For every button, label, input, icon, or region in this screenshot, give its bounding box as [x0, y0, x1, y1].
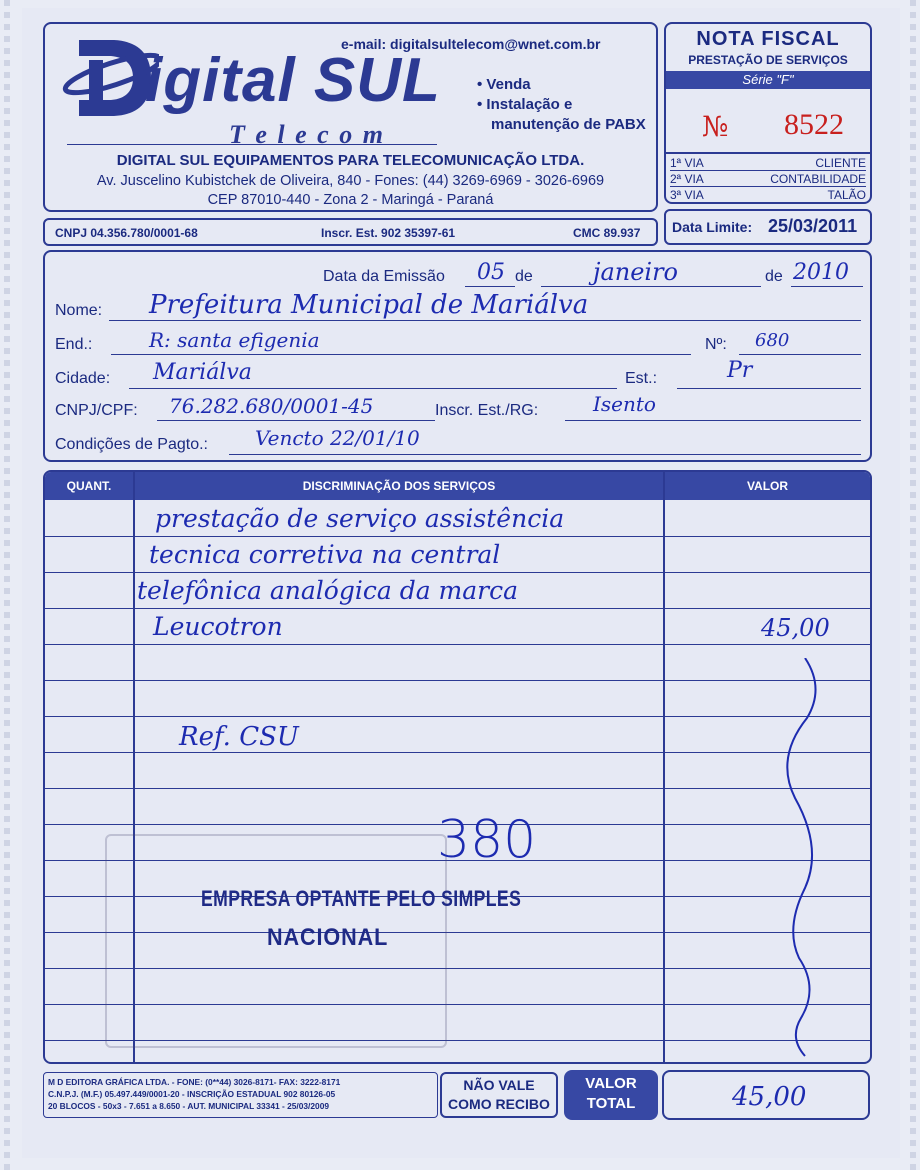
printer-line-3: 20 BLOCOS - 50x3 - 7.651 a 8.650 - AUT. MUNICIPAL 33341 - 25/03/2009 — [48, 1101, 330, 1111]
data-limite-box — [664, 209, 872, 245]
inscr-value: Isento — [593, 392, 656, 416]
stamp-simples-2: NACIONAL — [267, 924, 389, 951]
col-quant: QUANT. — [66, 479, 112, 493]
table-row — [45, 536, 870, 537]
cidade-label: Cidade: — [55, 370, 111, 387]
desc-line-2: tecnica corretiva na central — [149, 540, 501, 569]
valor-total-label-2: TOTAL — [586, 1095, 636, 1112]
table-row — [45, 680, 870, 681]
company-address: Av. Juscelino Kubistchek de Oliveira, 840 - Fones: (44) 3269-6969 - 3026-6969 — [96, 173, 605, 189]
data-emissao-label: Data da Emissão — [323, 268, 445, 285]
cnpj-value: 76.282.680/0001-45 — [169, 394, 374, 418]
squiggle-line — [765, 658, 845, 1058]
nota-serie: Série "F" — [666, 71, 870, 89]
est-label: Est.: — [625, 370, 658, 387]
nota-title: NOTA FISCAL — [696, 28, 840, 50]
nao-vale-recibo — [440, 1072, 558, 1118]
data-dia: 05 — [477, 260, 505, 285]
company-cmc: CMC 89.937 — [573, 226, 641, 240]
valor-total-box — [662, 1070, 870, 1120]
stamp-simples-1: EMPRESA OPTANTE PELO SIMPLES — [201, 886, 522, 911]
via-3: 3ª VIA TALÃO — [670, 188, 866, 202]
service-venda: • Venda — [477, 76, 531, 93]
data-mes: janeiro — [593, 258, 679, 286]
printer-line-2: C.N.P.J. (M.F.) 05.497.449/0001-20 - INSCRIÇÃO ESTADUAL 902 80126-05 — [48, 1089, 336, 1099]
annotation-number: 380 — [437, 810, 537, 870]
cidade-value: Mariálva — [153, 360, 252, 385]
nome-value: Prefeitura Municipal de Mariálva — [149, 290, 589, 320]
valor-total-label-1: VALOR — [585, 1075, 637, 1092]
company-email: e-mail: digitalsultelecom@wnet.com.br — [341, 36, 601, 52]
table-row — [45, 716, 870, 717]
inscr-label: Inscr. Est./RG: — [435, 402, 539, 419]
est-value: Pr — [727, 358, 753, 383]
data-limite-value: 25/03/2011 — [768, 216, 858, 236]
company-inscr: Inscr. Est. 902 35397-61 — [321, 226, 456, 240]
logo-telecom: T e l e c o m — [229, 120, 385, 149]
company-cnpj: CNPJ 04.356.780/0001-68 — [55, 226, 198, 240]
table-row — [45, 644, 870, 645]
valor-total-value: 45,00 — [732, 1082, 807, 1112]
service-instalacao: • Instalação e — [477, 96, 573, 113]
printer-info — [43, 1072, 438, 1118]
de-label-1: de — [515, 268, 533, 285]
nota-fiscal-box — [664, 22, 872, 204]
printer-line-1: M D EDITORA GRÁFICA LTDA. - FONE: (0**44) 3026-8171- FAX: 3222-8171 — [48, 1077, 341, 1087]
desc-line-1: prestação de serviço assistência — [155, 504, 565, 533]
company-name: DIGITAL SUL EQUIPAMENTOS PARA TELECOMUNICAÇÃO LTDA. — [116, 152, 585, 169]
nao-vale-line-2: COMO RECIBO — [448, 1096, 550, 1112]
ref-note: Ref. CSU — [179, 722, 299, 752]
table-row — [45, 788, 870, 789]
nome-label: Nome: — [55, 302, 103, 319]
cond-label: Condições de Pagto.: — [55, 436, 208, 453]
nota-number: 8522 — [784, 108, 844, 141]
end-value: R: santa efigenia — [149, 328, 320, 352]
desc-line-3: telefônica analógica da marca — [137, 576, 519, 605]
nota-subtitle: PRESTAÇÃO DE SERVIÇOS — [688, 53, 848, 67]
via-2: 2ª VIA CONTABILIDADE — [670, 172, 866, 186]
service-pabx: manutenção de PABX — [491, 116, 646, 133]
logo-wordmark: igital SUL — [145, 46, 441, 115]
data-ano: 2010 — [793, 260, 849, 285]
numero-label: Nº: — [705, 336, 727, 353]
desc-line-4: Leucotron — [153, 612, 283, 641]
via-1: 1ª VIA CLIENTE — [670, 156, 866, 170]
company-registry-bar — [43, 218, 658, 246]
cnpj-label: CNPJ/CPF: — [55, 402, 138, 419]
col-valor: VALOR — [746, 479, 789, 493]
nota-number-label: № — [702, 110, 729, 143]
company-cep: CEP 87010-440 - Zona 2 - Maringá - Paraná — [207, 192, 494, 208]
col-desc: DISCRIMINAÇÃO DOS SERVIÇOS — [302, 479, 496, 493]
numero-value: 680 — [755, 330, 790, 351]
nao-vale-line-1: NÃO VALE — [463, 1077, 535, 1093]
company-header — [43, 22, 658, 212]
data-limite-label: Data Limite: — [672, 219, 753, 235]
logo-d-icon — [59, 30, 159, 120]
services-table — [43, 470, 872, 1064]
table-row — [45, 752, 870, 753]
table-row — [45, 608, 870, 609]
end-label: End.: — [55, 336, 93, 353]
item-value: 45,00 — [761, 614, 830, 642]
cond-value: Vencto 22/01/10 — [255, 426, 420, 450]
client-section — [43, 250, 872, 462]
table-row — [45, 572, 870, 573]
valor-total-label — [564, 1070, 658, 1120]
de-label-2: de — [765, 268, 783, 285]
